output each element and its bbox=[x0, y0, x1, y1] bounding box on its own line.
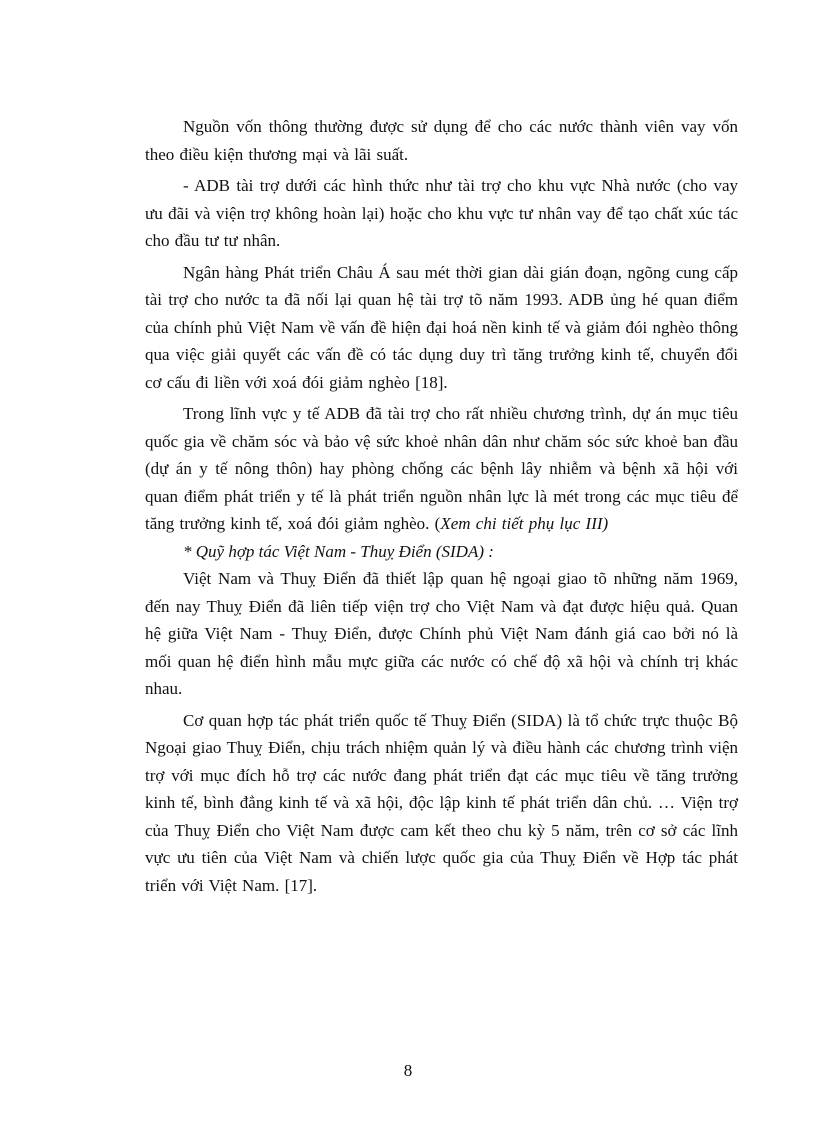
paragraph-ordinary-capital: Nguồn vốn thông thường được sử dụng để cho các nước thành viên vay vốn theo điều kiện thương mại và lãi suất. bbox=[145, 117, 738, 164]
appendix-reference: Xem chi tiết phụ lục III) bbox=[440, 514, 609, 533]
paragraph-adb-resumed-relations: Ngân hàng Phát triển Châu Á sau mét thời gian dài gián đoạn, ngõng cung cấp tài trợ cho nước ta đã nối lại quan hệ tài trợ tõ năm 1993. ADB ủng hé quan điểm của chính phủ Việt Nam về vấn đề hiện đại hoá nền kinh tế và giảm đói nghèo thông qua việc giải quyết các vấn đề có tác dụng duy trì tăng trưởng kinh tế, chuyển đổi cơ cấu đi liền với xoá đói giảm nghèo [18]. bbox=[145, 262, 738, 392]
section-heading-sida: * Quỹ hợp tác Việt Nam - Thuỵ Điển (SIDA) : bbox=[183, 541, 494, 561]
paragraph-adb-health-sector bbox=[145, 400, 738, 538]
health-sector-text: Trong lĩnh vực y tế ADB đã tài trợ cho rất nhiều chương trình, dự án mục tiêu quốc gia về chăm sóc và bảo vệ sức khoẻ nhân dân như chăm sóc sức khoẻ ban đầu (dự án y tế nông thôn) hay phòng chống các bệnh lây nhiễm và bệnh xã hội với quan điểm phát triển y tế là phát triển nguồn nhân lực là mét trong các mục tiêu để tăng trưởng kinh tế, xoá đói giảm nghèo. ( bbox=[145, 404, 738, 533]
paragraph-vietnam-sweden-relations: Việt Nam và Thuỵ Điển đã thiết lập quan hệ ngoại giao tõ những năm 1969, đến nay Thuỵ Điển đã liên tiếp viện trợ cho Việt Nam và đạt được hiệu quả. Quan hệ giữa Việt Nam - Thuỵ Điển, được Chính phủ Việt Nam đánh giá cao bởi nó là mối quan hệ điển hình mẫu mực giữa các nước có chế độ xã hội và chính trị khác nhau. bbox=[145, 569, 738, 698]
page-number: 8 bbox=[403, 1061, 413, 1080]
page-body bbox=[145, 113, 738, 899]
paragraph-adb-financing-forms: - ADB tài trợ dưới các hình thức như tài trợ cho khu vực Nhà nước (cho vay ưu đãi và viện trợ không hoàn lại) hoặc cho khu vực tư nhân vay để tạo chất xúc tác cho đầu tư tư nhân. bbox=[145, 176, 738, 250]
paragraph-sida-agency: Cơ quan hợp tác phát triển quốc tế Thuỵ Điển (SIDA) là tổ chức trực thuộc Bộ Ngoại giao Thuỵ Điển, chịu trách nhiệm quản lý và điều hành các chương trình viện trợ với mục đích hỗ trợ các nước đang phát triển đạt các mục tiêu về tăng trưởng kinh tế, bình đẳng kinh tế và xã hội, độc lập kinh tế phát triển dân chủ. … Viện trợ của Thuỵ Điển cho Việt Nam được cam kết theo chu kỳ 5 năm, trên cơ sở các lĩnh vực ưu tiên của Việt Nam và chiến lược quốc gia của Thuỵ Điển về Hợp tác phát triển với Việt Nam. [17]. bbox=[145, 710, 738, 895]
